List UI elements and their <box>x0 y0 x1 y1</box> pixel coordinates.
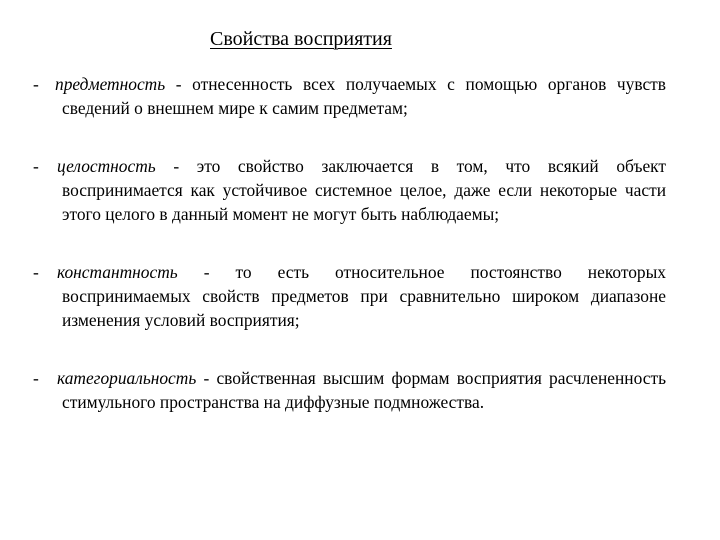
definition-integrity: - это свойство заключается в том, что всякий объект воспринимается как устойчивое системное целое, даже если некоторые части этого целого в данный момент не могут быть наблюдаемы; <box>62 156 666 224</box>
list-item-categoriality <box>33 366 666 414</box>
list-dash: - <box>33 156 39 176</box>
list-dash: - <box>33 262 39 282</box>
slide-title: Свойства восприятия <box>210 28 392 50</box>
property-list <box>33 72 666 448</box>
list-dash: - <box>33 74 39 94</box>
list-item-objectivity <box>33 72 666 120</box>
list-item-constancy <box>33 260 666 332</box>
list-item-integrity <box>33 154 666 226</box>
term-integrity: целостность <box>57 156 156 176</box>
definition-constancy: - то есть относительное постоянство некоторых воспринимаемых свойств предметов при сравнительно широком диапазоне изменения условий восприятия; <box>62 262 666 330</box>
definition-categoriality: - свойственная высшим формам восприятия расчлененность стимульного пространства на диффузные подмножества. <box>62 368 666 412</box>
term-constancy: константность <box>57 262 178 282</box>
term-categoriality: категориальность <box>57 368 197 388</box>
list-dash: - <box>33 368 39 388</box>
term-objectivity: предметность <box>55 74 166 94</box>
definition-objectivity: - отнесенность всех получаемых с помощью органов чувств сведений о внешнем мире к самим предметам; <box>62 74 666 118</box>
